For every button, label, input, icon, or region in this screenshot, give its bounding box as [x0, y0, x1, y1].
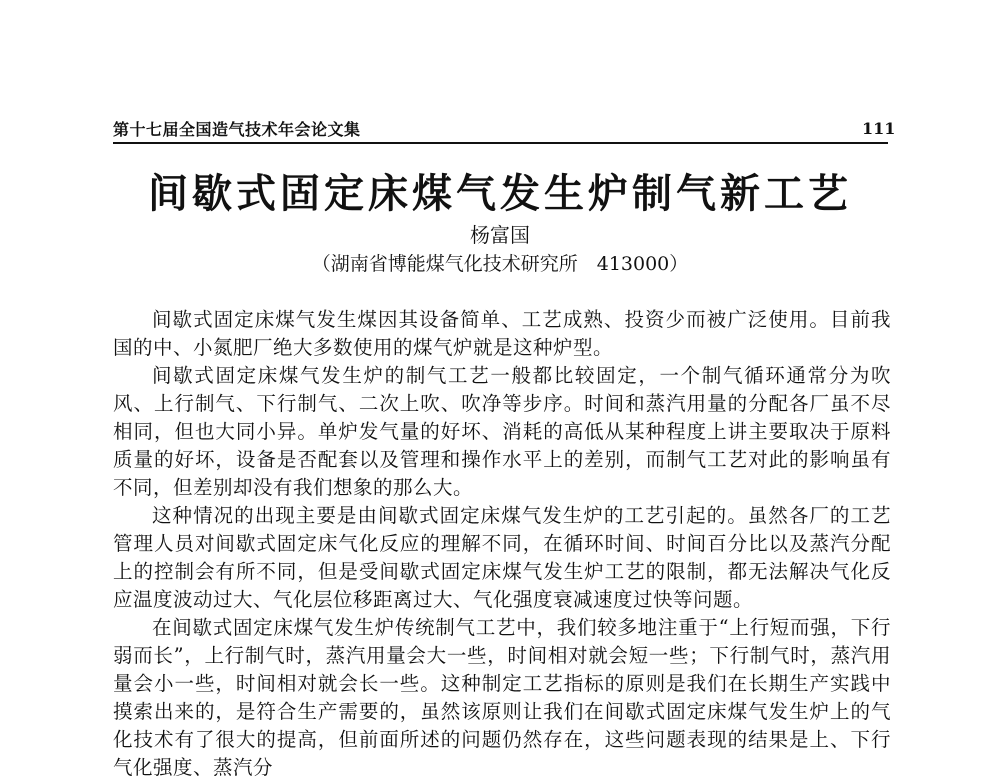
article-title: 间歇式固定床煤气发生炉制气新工艺 [148, 170, 852, 217]
header-divider [113, 142, 888, 144]
series-title: 第十七届全国造气技术年会论文集 [113, 120, 361, 139]
article-affiliation: （湖南省博能煤气化技术研究所 413000） [311, 253, 689, 275]
paragraph-2: 间歇式固定床煤气发生炉的制气工艺一般都比较固定，一个制气循环通常分为吹风、上行制气、下行制气、二次上吹、吹净等步序。时间和蒸汽用量的分配各厂虽不尽相同，但也大同小异。单炉发气量的好坏、消耗的高低从某种程度上讲主要取决于原料质量的好坏，设备是否配套以及管理和操作水平上的差别，而制气工艺对此的影响虽有不同，但差别却没有我们想象的那么大。 [113, 364, 891, 499]
paragraph-4: 在间歇式固定床煤气发生炉传统制气工艺中，我们较多地注重于“上行短而强，下行弱而长”，上行制气时，蒸汽用量会大一些，时间相对就会短一些；下行制气时，蒸汽用量会小一些，时间相对就会长一些。这种制定工艺指标的原则是我们在长期生产实践中摸索出来的，是符合生产需要的，虽然该原则让我们在间歇式固定床煤气发生炉上的气化技术有了很大的提高，但前面所述的问题仍然存在，这些问题表现的结果是上、下行气化强度、蒸汽分 [113, 616, 891, 779]
page-number: 111 [862, 119, 896, 138]
article-body [113, 306, 891, 782]
article-author: 杨富国 [470, 223, 530, 247]
paragraph-1: 间歇式固定床煤气发生煤因其设备简单、工艺成熟、投资少而被广泛使用。目前我国的中、小氮肥厂绝大多数使用的煤气炉就是这种炉型。 [113, 308, 891, 359]
paragraph-3: 这种情况的出现主要是由间歇式固定床煤气发生炉的工艺引起的。虽然各厂的工艺管理人员对间歇式固定床气化反应的理解不同，在循环时间、时间百分比以及蒸汽分配上的控制会有所不同，但是受间歇式固定床煤气发生炉工艺的限制，都无法解决气化反应温度波动过大、气化层位移距离过大、气化强度衰减速度过快等问题。 [113, 504, 891, 611]
